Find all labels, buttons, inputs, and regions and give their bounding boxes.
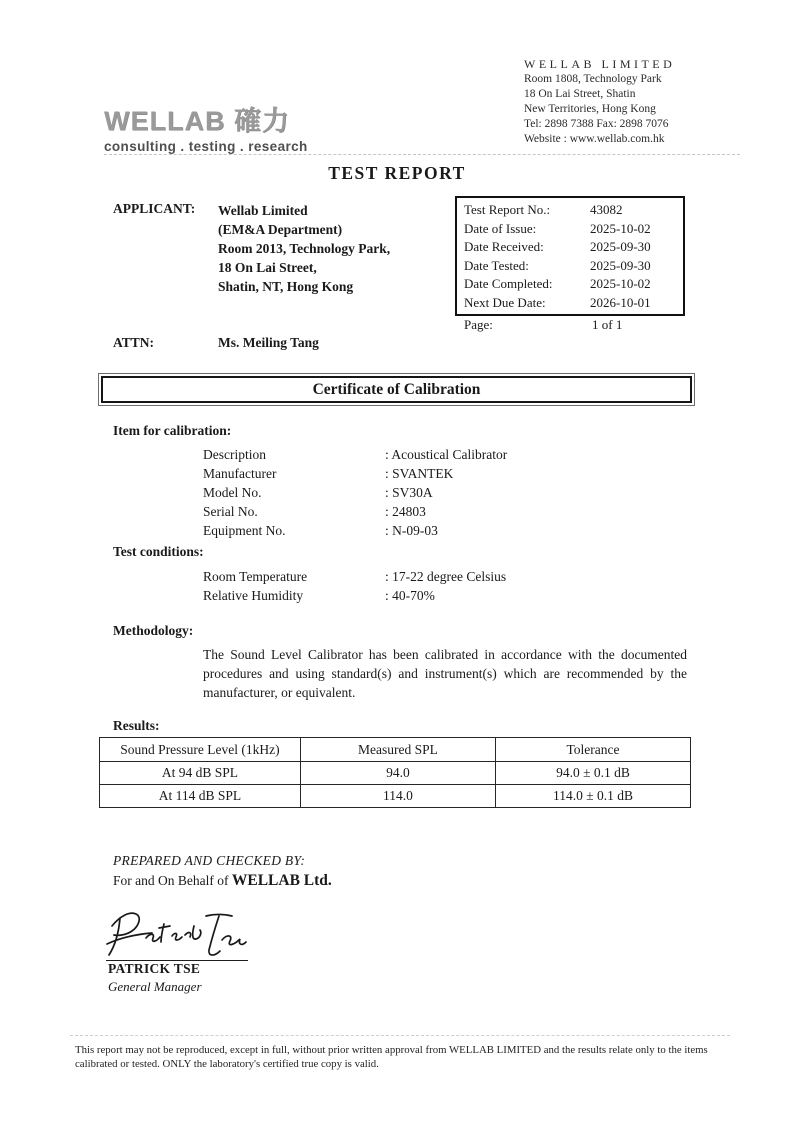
signer-title: General Manager	[108, 979, 202, 994]
report-info-row	[457, 201, 683, 220]
page-number-row	[455, 316, 685, 334]
detail-value: : SVANTEK	[385, 466, 454, 481]
detail-row	[203, 483, 507, 502]
detail-label: Description	[203, 447, 266, 462]
detail-value: : SV30A	[385, 485, 433, 500]
info-label: Test Report No.:	[464, 202, 551, 217]
results-cell: At 114 dB SPL	[100, 785, 301, 808]
info-label: Next Due Date:	[464, 294, 546, 310]
conditions-details	[203, 567, 506, 605]
item-section-heading: Item for calibration:	[113, 423, 232, 438]
info-label: Date Received:	[464, 239, 544, 254]
report-info-row	[457, 220, 683, 239]
detail-label: Relative Humidity	[203, 588, 304, 603]
page-title: TEST REPORT	[328, 163, 466, 183]
applicant-line: 18 On Lai Street,	[218, 260, 317, 275]
footer-divider	[70, 1035, 730, 1036]
detail-value: : Acoustical Calibrator	[385, 447, 508, 462]
results-heading: Results:	[113, 718, 160, 733]
header-divider	[104, 154, 740, 155]
results-row	[100, 785, 691, 808]
results-header-cell: Measured SPL	[300, 738, 495, 762]
attn-label: ATTN:	[113, 335, 155, 350]
report-info-row	[457, 294, 683, 313]
info-label: Date Tested:	[464, 257, 529, 273]
detail-row	[203, 521, 507, 540]
attn-value: Ms. Meiling Tang	[218, 335, 319, 350]
report-info-row	[457, 257, 683, 276]
detail-row	[203, 586, 506, 605]
report-info-box	[455, 196, 685, 316]
detail-label: Equipment No.	[203, 523, 286, 538]
info-value: 2025-09-30	[590, 239, 651, 254]
info-value: 43082	[590, 202, 623, 217]
results-cell: At 94 dB SPL	[100, 762, 301, 785]
detail-value: : 40-70%	[385, 588, 435, 603]
address-line: 18 On Lai Street, Shatin	[524, 88, 636, 100]
footer-disclaimer: This report may not be reproduced, except in full, without prior written approval from WELLAB LIMITED and the results relate only to the items calibrated or tested. ONLY the laboratory's certified true copy is valid.	[75, 1044, 708, 1070]
behalf-line	[113, 872, 332, 890]
applicant-line: Shatin, NT, Hong Kong	[218, 279, 354, 294]
detail-label: Manufacturer	[203, 466, 277, 481]
conditions-section-heading: Test conditions:	[113, 544, 204, 559]
methodology-heading: Methodology:	[113, 623, 194, 638]
page-number-label: Page:	[464, 317, 493, 332]
company-name: WELLAB LIMITED	[524, 57, 676, 71]
results-header-cell: Tolerance	[495, 738, 690, 762]
certificate-banner-title: Certificate of Calibration	[101, 376, 692, 403]
logo-wordmark: WELLAB 確力	[104, 106, 290, 136]
detail-row	[203, 502, 507, 521]
info-label: Date of Issue:	[464, 220, 537, 236]
certificate-banner	[98, 373, 695, 406]
address-line: Room 1808, Technology Park	[524, 73, 662, 85]
applicant-line: Wellab Limited	[218, 203, 308, 218]
results-header-row	[100, 738, 691, 762]
report-info-row	[457, 238, 683, 257]
results-cell: 114.0 ± 0.1 dB	[495, 785, 690, 808]
detail-label: Serial No.	[203, 504, 258, 519]
address-line: Tel: 2898 7388 Fax: 2898 7076	[524, 118, 669, 130]
detail-value: : 24803	[385, 504, 426, 519]
report-info-row	[457, 275, 683, 294]
results-cell: 94.0	[300, 762, 495, 785]
detail-label: Room Temperature	[203, 569, 308, 584]
applicant-address	[218, 201, 390, 296]
applicant-line: (EM&A Department)	[218, 222, 343, 237]
behalf-prefix: For and On Behalf of	[113, 873, 232, 888]
applicant-line: Room 2013, Technology Park,	[218, 241, 391, 256]
detail-row	[203, 445, 507, 464]
detail-label: Model No.	[203, 485, 262, 500]
detail-row	[203, 567, 506, 586]
behalf-company: WELLAB Ltd.	[231, 872, 332, 889]
item-details	[203, 445, 507, 540]
logo-tagline: consulting . testing . research	[104, 139, 308, 154]
results-cell: 94.0 ± 0.1 dB	[495, 762, 690, 785]
page-number-value: 1 of 1	[592, 317, 623, 332]
applicant-label: APPLICANT:	[113, 201, 196, 216]
address-line: Website : www.wellab.com.hk	[524, 133, 665, 145]
detail-row	[203, 464, 507, 483]
results-header-cell: Sound Pressure Level (1kHz)	[100, 738, 301, 762]
results-row	[100, 762, 691, 785]
address-line: New Territories, Hong Kong	[524, 103, 656, 115]
info-value: 2025-09-30	[590, 257, 651, 273]
methodology-body: The Sound Level Calibrator has been calibrated in accordance with the documented procedures and using standard(s) and instrument(s) which are recommended by the manufacturer, or equivalent.	[203, 647, 687, 700]
info-label: Date Completed:	[464, 276, 553, 291]
info-value: 2026-10-01	[590, 294, 651, 310]
signature	[106, 908, 261, 961]
signature-scribble	[106, 908, 261, 960]
detail-value: : 17-22 degree Celsius	[385, 569, 507, 584]
prepared-by-line: PREPARED AND CHECKED BY:	[113, 853, 306, 868]
company-logo	[104, 99, 308, 154]
detail-value: : N-09-03	[385, 523, 438, 538]
info-value: 2025-10-02	[590, 276, 651, 291]
company-address-block	[524, 57, 675, 147]
info-value: 2025-10-02	[590, 220, 651, 236]
results-table	[99, 737, 691, 808]
results-cell: 114.0	[300, 785, 495, 808]
signer-name: PATRICK TSE	[108, 961, 201, 976]
